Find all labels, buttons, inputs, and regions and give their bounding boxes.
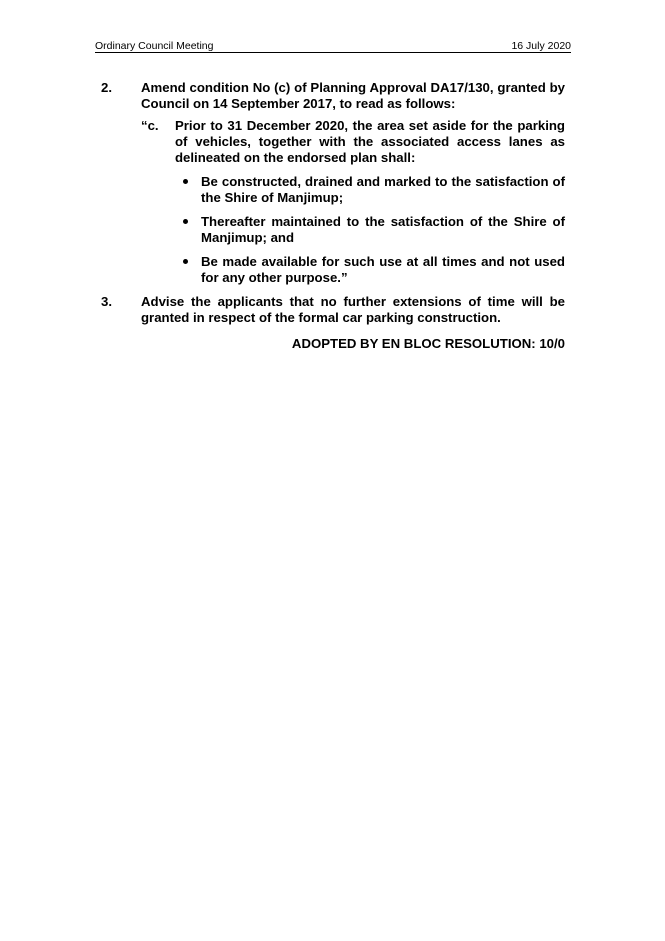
- item-number: 2.: [101, 80, 112, 95]
- resolution-item-2: [101, 80, 565, 286]
- bullet-item: [175, 254, 565, 286]
- condition-c: [141, 118, 565, 286]
- bullet-dot-icon: [183, 219, 188, 224]
- header-divider: [95, 52, 571, 53]
- bullet-dot-icon: [183, 179, 188, 184]
- item-text: Amend condition No (c) of Planning Approval DA17/130, granted by Council on 14 September 2017, to read as follows:: [141, 80, 565, 111]
- resolution-item-3: [101, 294, 565, 326]
- bullet-item: [175, 214, 565, 246]
- condition-label: “c.: [141, 118, 159, 133]
- bullet-item: [175, 174, 565, 206]
- header-meeting-title: Ordinary Council Meeting: [95, 40, 214, 52]
- adopted-resolution: ADOPTED BY EN BLOC RESOLUTION: 10/0: [291, 336, 565, 351]
- condition-bullet-list: [175, 174, 565, 286]
- resolution-body: [101, 80, 565, 352]
- condition-text: Prior to 31 December 2020, the area set aside for the parking of vehicles, together with the associated access lanes as delineated on the endorsed plan shall:: [175, 118, 565, 165]
- page-header: [95, 40, 571, 52]
- bullet-text: Be constructed, drained and marked to the satisfaction of the Shire of Manjimup;: [201, 174, 565, 205]
- item-number: 3.: [101, 294, 112, 309]
- bullet-text: Thereafter maintained to the satisfaction of the Shire of Manjimup; and: [201, 214, 565, 245]
- bullet-dot-icon: [183, 259, 188, 264]
- bullet-text: Be made available for such use at all times and not used for any other purpose.”: [201, 254, 565, 285]
- header-date: 16 July 2020: [511, 40, 571, 52]
- item-text: Advise the applicants that no further extensions of time will be granted in respect of the formal car parking construction.: [141, 294, 565, 325]
